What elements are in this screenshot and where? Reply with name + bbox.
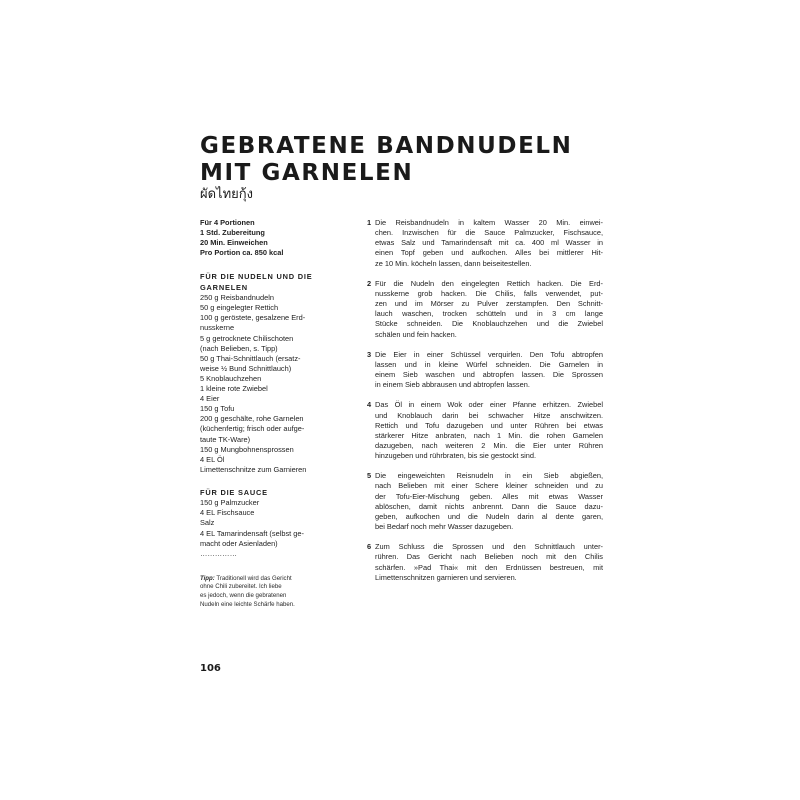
step-line: Für die Nudeln den eingelegten Rettich hacken. Die Erd-: [375, 278, 603, 288]
ingredient-line: (küchenfertig; frisch oder aufge-: [200, 424, 305, 434]
ingredient-line: 150 g Tofu: [200, 404, 235, 414]
step-line: ablöschen, damit nichts anbrennt. Dann die Sauce dazu-: [375, 501, 603, 511]
thai-title: ผัดไทยกุ้ง: [200, 187, 254, 202]
step-line: Die Eier in einer Schüssel verquirlen. Den Tofu abtropfen: [375, 349, 603, 359]
ingredient-line: 150 g Mungbohnensprossen: [200, 444, 294, 454]
step-2: [367, 279, 603, 340]
ingredient-line: 150 g Palmzucker: [200, 498, 260, 508]
ingredients-column: [200, 218, 318, 609]
step-line: etwas Salz und Tamarindensaft mit ca. 400 ml Wasser in: [375, 238, 603, 248]
prep-time: 1 Std. Zubereitung: [200, 228, 265, 238]
step-line: dazugeben, nach weiteren 2 Min. die Eier unter Rühren: [375, 440, 603, 450]
step-line: einen Topf geben und aufkochen. Alles bei mittlerer Hit-: [375, 248, 603, 258]
ingredient-line: 50 g Thai-Schnittlauch (ersatz-: [200, 353, 301, 363]
step-line: nach Belieben mit einer Schere kleiner schneiden und zu: [375, 481, 603, 491]
step-3: [367, 350, 603, 391]
tip-line-4: Nudeln eine leichte Schärfe haben.: [200, 600, 295, 608]
step-line: Die eingeweichten Reisnudeln in ein Sieb abgießen,: [375, 471, 603, 481]
servings: Für 4 Portionen: [200, 218, 255, 227]
step-line: nusskerne grob hacken. Die Chilis, falls verwendet, put-: [375, 288, 603, 298]
tip-line-2: ohne Chili zubereitet. Ich liebe: [200, 583, 282, 591]
step-line: stärkerer Hitze anbraten, nach 1 Min. die rohen Garnelen: [375, 430, 603, 440]
step-number: 2: [367, 278, 372, 288]
ingredient-line: nusskerne: [200, 323, 235, 333]
step-4: [367, 400, 603, 461]
ingredient-line: 5 g getrocknete Chilischoten: [200, 333, 294, 343]
page-number: 106: [200, 663, 221, 674]
sauce-ingredient-list: [200, 498, 318, 559]
noodles-ingredient-list: [200, 293, 318, 475]
step-line: der Tofu-Eier-Mischung geben. Alles mit etwas Wasser: [375, 491, 603, 501]
sauce-section-heading: FÜR DIE SAUCE: [200, 487, 268, 497]
step-line: hinzugeben und rührbraten, bis sie gestockt sind.: [375, 451, 537, 461]
recipe-title-line-1: GEBRATENE BANDNUDELN: [200, 133, 573, 159]
instructions-column: [367, 218, 603, 583]
tip-line-1: [200, 575, 318, 584]
step-line: lauch waschen, trocken schütteln und in 3 cm lange: [375, 309, 603, 319]
step-number: 3: [367, 349, 372, 359]
step-number: 5: [367, 471, 372, 481]
ingredient-line: Salz: [200, 518, 215, 528]
step-line: geben, aufkochen und die Nudeln darin al dente garen,: [375, 511, 603, 521]
step-line: Das Öl in einem Wok oder einer Pfanne erhitzen. Zwiebel: [375, 400, 603, 410]
ingredient-line: 250 g Reisbandnudeln: [200, 293, 274, 303]
tip-label: Tipp:: [200, 574, 215, 582]
ingredient-line: 1 kleine rote Zwiebel: [200, 384, 268, 394]
tip-box: [200, 575, 318, 609]
ingredient-line: weise ½ Bund Schnittlauch): [200, 363, 292, 373]
ingredient-line: 50 g eingelegter Rettich: [200, 303, 279, 313]
ingredient-line: 4 EL Öl: [200, 454, 225, 464]
ingredient-line: Limettenschnitze zum Garnieren: [200, 464, 307, 474]
step-line: zen und im Mörser zu Pulver zerstampfen. Den Schnitt-: [375, 299, 603, 309]
step-number: 6: [367, 542, 372, 552]
ingredient-line: 4 Eier: [200, 394, 220, 404]
step-1: [367, 218, 603, 269]
step-6: [367, 542, 603, 583]
step-line: und Knoblauch darin bei schwacher Hitze anschwitzen.: [375, 410, 603, 420]
ingredient-line: 100 g geröstete, gesalzene Erd-: [200, 313, 306, 323]
step-line: einem Sieb waschen und abtropfen lassen. Die Sprossen: [375, 370, 603, 380]
step-line: ze 10 Min. köcheln lassen, dann beiseitestellen.: [375, 258, 532, 268]
step-line: in einem Sieb abbrausen und abtropfen lassen.: [375, 380, 530, 390]
noodles-section-heading: [200, 272, 318, 293]
step-line: Die Reisbandnudeln in kaltem Wasser 20 Min. einwei-: [375, 218, 603, 227]
ingredient-line: (nach Belieben, s. Tipp): [200, 343, 278, 353]
tip-text-1: Traditionell wird das Gericht: [216, 574, 292, 582]
calories: Pro Portion ca. 850 kcal: [200, 248, 284, 258]
step-5: [367, 471, 603, 532]
recipe-title-line-2: MIT GARNELEN: [200, 160, 414, 186]
step-line: rühren. Das Gericht nach Belieben noch mit den Chilis: [375, 552, 603, 562]
ingredient-line: macht oder Asienladen): [200, 538, 278, 548]
ingredient-line: 4 EL Tamarindensaft (selbst ge-: [200, 528, 304, 538]
step-line: schärfen. »Pad Thai« mit den Erdnüssen bestreuen, mit: [375, 562, 603, 572]
step-line: schälen und fein hacken.: [375, 329, 457, 339]
tip-line-3: es jedoch, wenn die gebratenen: [200, 592, 287, 600]
ingredient-line: 200 g geschälte, rohe Garnelen: [200, 414, 304, 424]
noodles-heading-line-1: FÜR DIE NUDELN UND DIE: [200, 272, 313, 282]
ingredient-line: 4 EL Fischsauce: [200, 508, 255, 518]
step-line: Zum Schluss die Sprossen und den Schnittlauch unter-: [375, 542, 603, 552]
step-line: Stücke schneiden. Die Knoblauchzehen und die Zwiebel: [375, 319, 603, 329]
soak-time: 20 Min. Einweichen: [200, 238, 268, 248]
ingredient-line: 5 Knoblauchzehen: [200, 373, 262, 383]
step-line: bei Bedarf noch mehr Wasser dazugeben.: [375, 522, 514, 532]
ingredient-line: taute TK-Ware): [200, 434, 251, 444]
step-line: Rettich und Tofu dazugeben und unter Rühren bei etwas: [375, 420, 603, 430]
dotted-separator: ……………: [200, 548, 237, 558]
step-line: Limettenschnitzen garnieren und servieren.: [375, 572, 517, 582]
noodles-heading-line-2: GARNELEN: [200, 282, 248, 292]
step-line: chen. Inzwischen für die Sauce Palmzucker, Fischsauce,: [375, 228, 603, 238]
step-number: 1: [367, 218, 372, 227]
step-number: 4: [367, 400, 372, 410]
step-line: lassen und in kleine Würfel schneiden. Die Garnelen in: [375, 359, 603, 369]
recipe-title: [200, 133, 573, 187]
